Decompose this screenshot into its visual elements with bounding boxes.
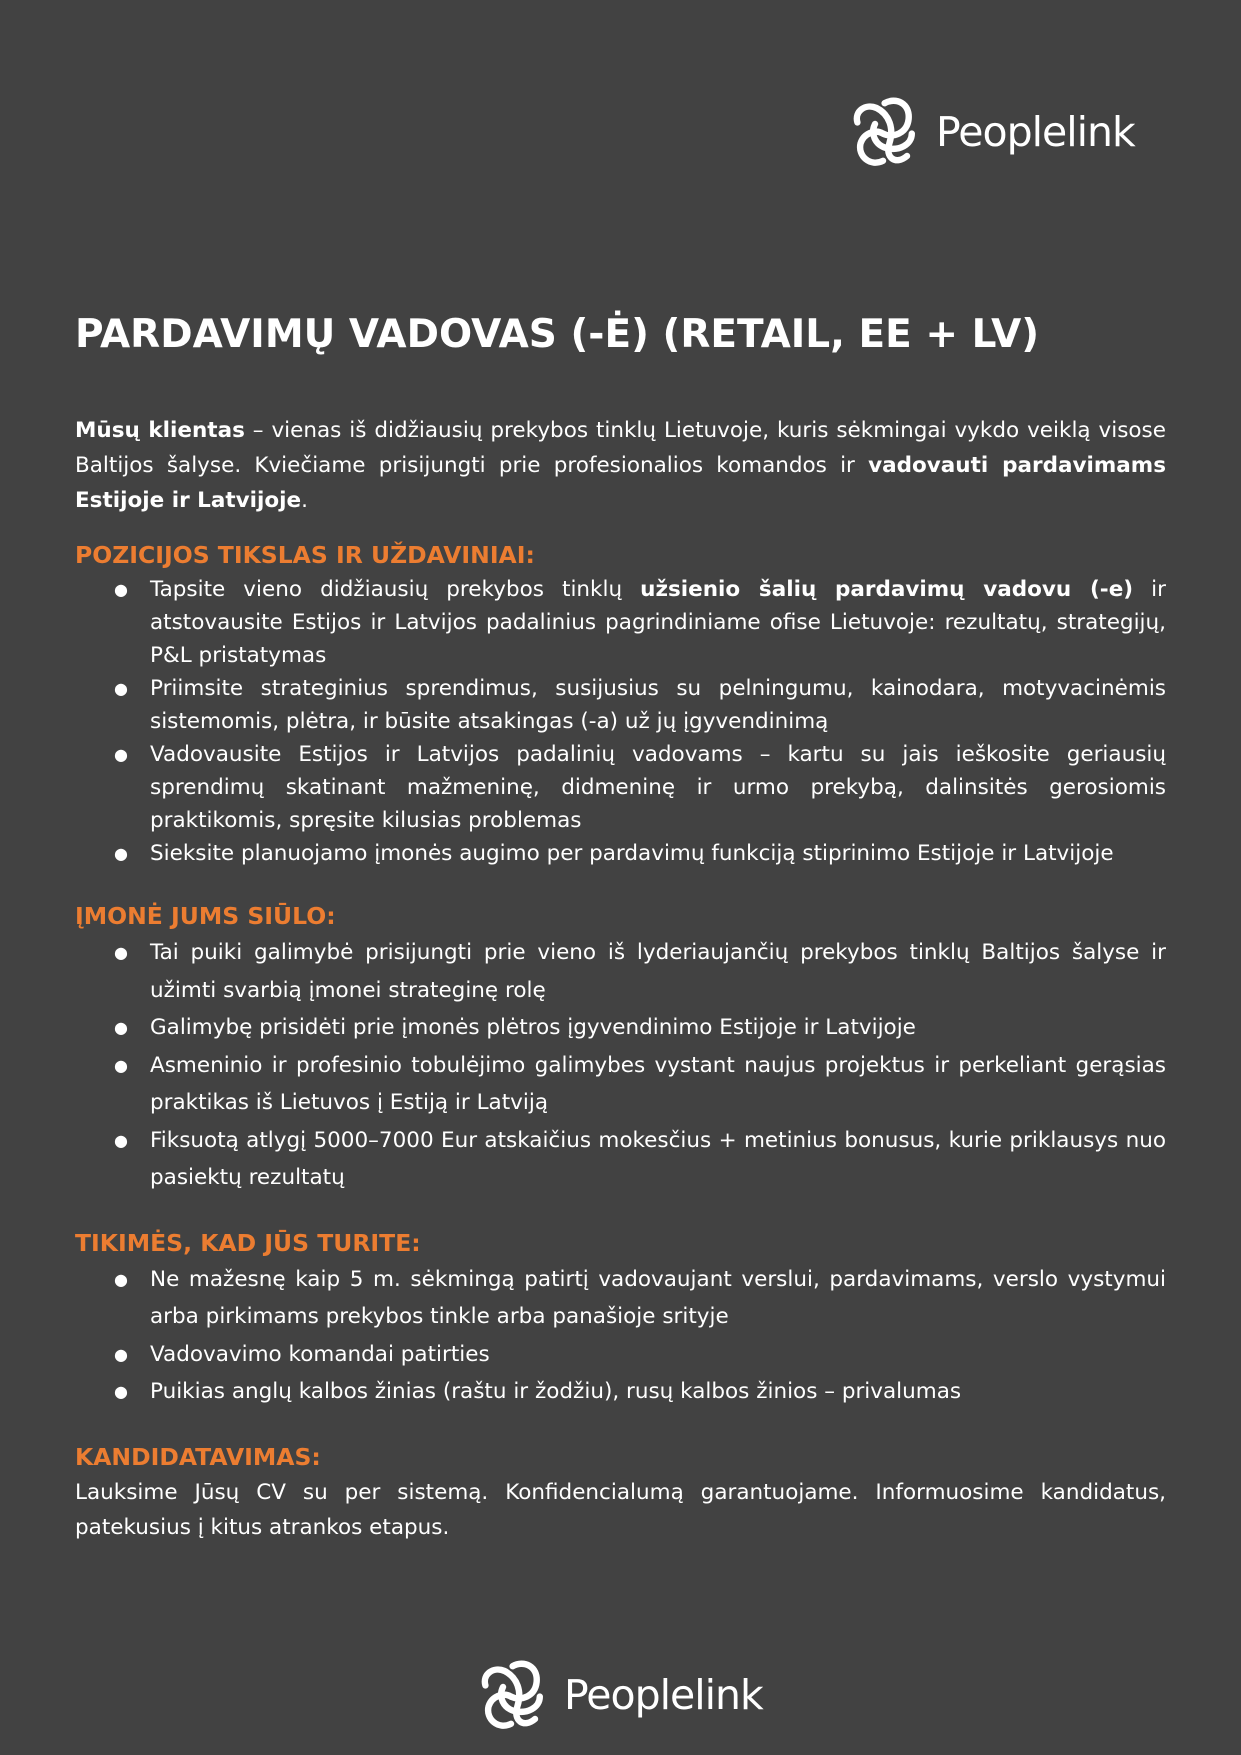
bullet-dot-icon: ● <box>114 580 128 599</box>
list-item <box>114 1009 1166 1047</box>
bullet-dot-icon: ● <box>114 1269 128 1289</box>
intro-text-2: . <box>301 488 308 513</box>
intro-bold-client: Mūsų klientas <box>75 418 245 443</box>
list-item <box>114 1122 1166 1197</box>
list-item <box>114 934 1166 1009</box>
list-item-text: Vadovausite Estijos ir Latvijos padalinių vadovams – kartu su jais ieškosite geriausių sprendimų skatinant mažmeninę, didmeninę ir urmo prekybą, dalinsitės gerosiomis praktikomis, spręsite kilusias problemas <box>150 742 1166 833</box>
bullet-dot-icon: ● <box>114 943 128 962</box>
intro-text-1: – vienas iš didžiausių prekybos tinklų Lietuvoje, kuris sėkmingai vykdo veiklą visose Baltijos šalyse. Kviečiame prisijungti prie profesionalios komandos ir <box>75 418 1166 478</box>
goals-list <box>75 573 1166 870</box>
peoplelink-knot-logo-icon <box>471 1655 551 1735</box>
peoplelink-knot-logo-icon <box>843 92 923 172</box>
brand-logo-bottom <box>471 1655 763 1735</box>
list-item <box>114 738 1166 837</box>
list-item-text: Tai puiki galimybė prisijungti prie vieno iš lyderiaujančių prekybos tinklų Baltijos šalyse ir užimti svarbią įmonei strateginę rolę <box>150 940 1166 1003</box>
bullet-dot-icon: ● <box>114 1055 128 1075</box>
bullet-dot-icon: ● <box>114 679 128 698</box>
bullet-dot-icon: ● <box>114 1018 128 1037</box>
list-item <box>114 1336 1166 1374</box>
section-heading-expect: TIKIMĖS, KAD JŪS TURITE: <box>75 1228 421 1257</box>
list-item <box>114 1261 1166 1336</box>
list-item-text: Fiksuotą atlygį 5000–7000 Eur atskaičius mokesčius + metinius bonusus, kurie priklausys nuo pasiektų rezultatų <box>150 1127 1166 1190</box>
list-item-text: Galimybę prisidėti prie įmonės plėtros įgyvendinimo Estijoje ir Latvijoje <box>150 1015 916 1040</box>
bullet-dot-icon: ● <box>114 844 128 863</box>
list-item <box>114 1373 1166 1411</box>
intro-bold-role: vadovauti pardavimams Estijoje ir Latvijoje <box>75 453 1166 513</box>
list-item <box>114 672 1166 738</box>
brand-logo-top <box>843 92 1135 172</box>
intro-paragraph <box>75 413 1166 518</box>
section-heading-offer: ĮMONĖ JUMS SIŪLO: <box>75 902 336 930</box>
bullet-dot-icon: ● <box>114 745 128 764</box>
list-item-text: ir atstovausite Estijos ir Latvijos padalinius pagrindiniame ofise Lietuvoje: rezultatų, strategijų, P&L pristatymas <box>150 577 1166 668</box>
main-content <box>75 413 1166 1545</box>
section-heading-goals: POZICIJOS TIKSLAS IR UŽDAVINIAI: <box>75 541 535 569</box>
apply-paragraph: Lauksime Jūsų CV su per sistemą. Konfidencialumą garantuojame. Informuosime kandidatus, patekusius į kitus atrankos etapus. <box>75 1479 1166 1540</box>
bullet-dot-icon: ● <box>114 1382 128 1401</box>
list-item-bold: užsienio šalių pardavimų vadovu (-e) <box>640 577 1134 602</box>
brand-name: Peoplelink <box>564 1671 763 1719</box>
list-item <box>114 1047 1166 1122</box>
expect-list <box>75 1261 1166 1411</box>
list-item-text: Priimsite strateginius sprendimus, susijusius su pelningumu, kainodara, motyvacinėmis sistemomis, plėtra, ir būsite atsakingas (-a) už jų įgyvendinimą <box>150 676 1166 734</box>
list-item-text: Asmeninio ir profesinio tobulėjimo galimybes vystant naujus projektus ir perkeliant gerąsias praktikas iš Lietuvos į Estiją ir Latviją <box>150 1052 1166 1115</box>
list-item-text: Vadovavimo komandai patirties <box>150 1341 490 1367</box>
list-item-text: Sieksite planuojamo įmonės augimo per pardavimų funkciją stiprinimo Estijoje ir Latvijoje <box>150 841 1114 866</box>
bullet-dot-icon: ● <box>114 1344 128 1364</box>
brand-name: Peoplelink <box>936 108 1135 156</box>
list-item <box>114 837 1166 870</box>
list-item-text: Puikias anglų kalbos žinias (raštu ir žodžiu), rusų kalbos žinios – privalumas <box>150 1379 962 1404</box>
list-item-text: Ne mažesnę kaip 5 m. sėkmingą patirtį vadovaujant verslui, pardavimams, verslo vystymui arba pirkimams prekybos tinkle arba panašioje srityje <box>150 1266 1166 1329</box>
list-item-text: Tapsite vieno didžiausių prekybos tinklų <box>150 577 641 602</box>
list-item <box>114 573 1166 672</box>
bullet-dot-icon: ● <box>114 1130 128 1150</box>
page-title: PARDAVIMŲ VADOVAS (-Ė) (RETAIL, EE + LV) <box>75 312 1040 357</box>
section-heading-apply: KANDIDATAVIMAS: <box>75 1442 321 1471</box>
offer-list <box>75 934 1166 1197</box>
